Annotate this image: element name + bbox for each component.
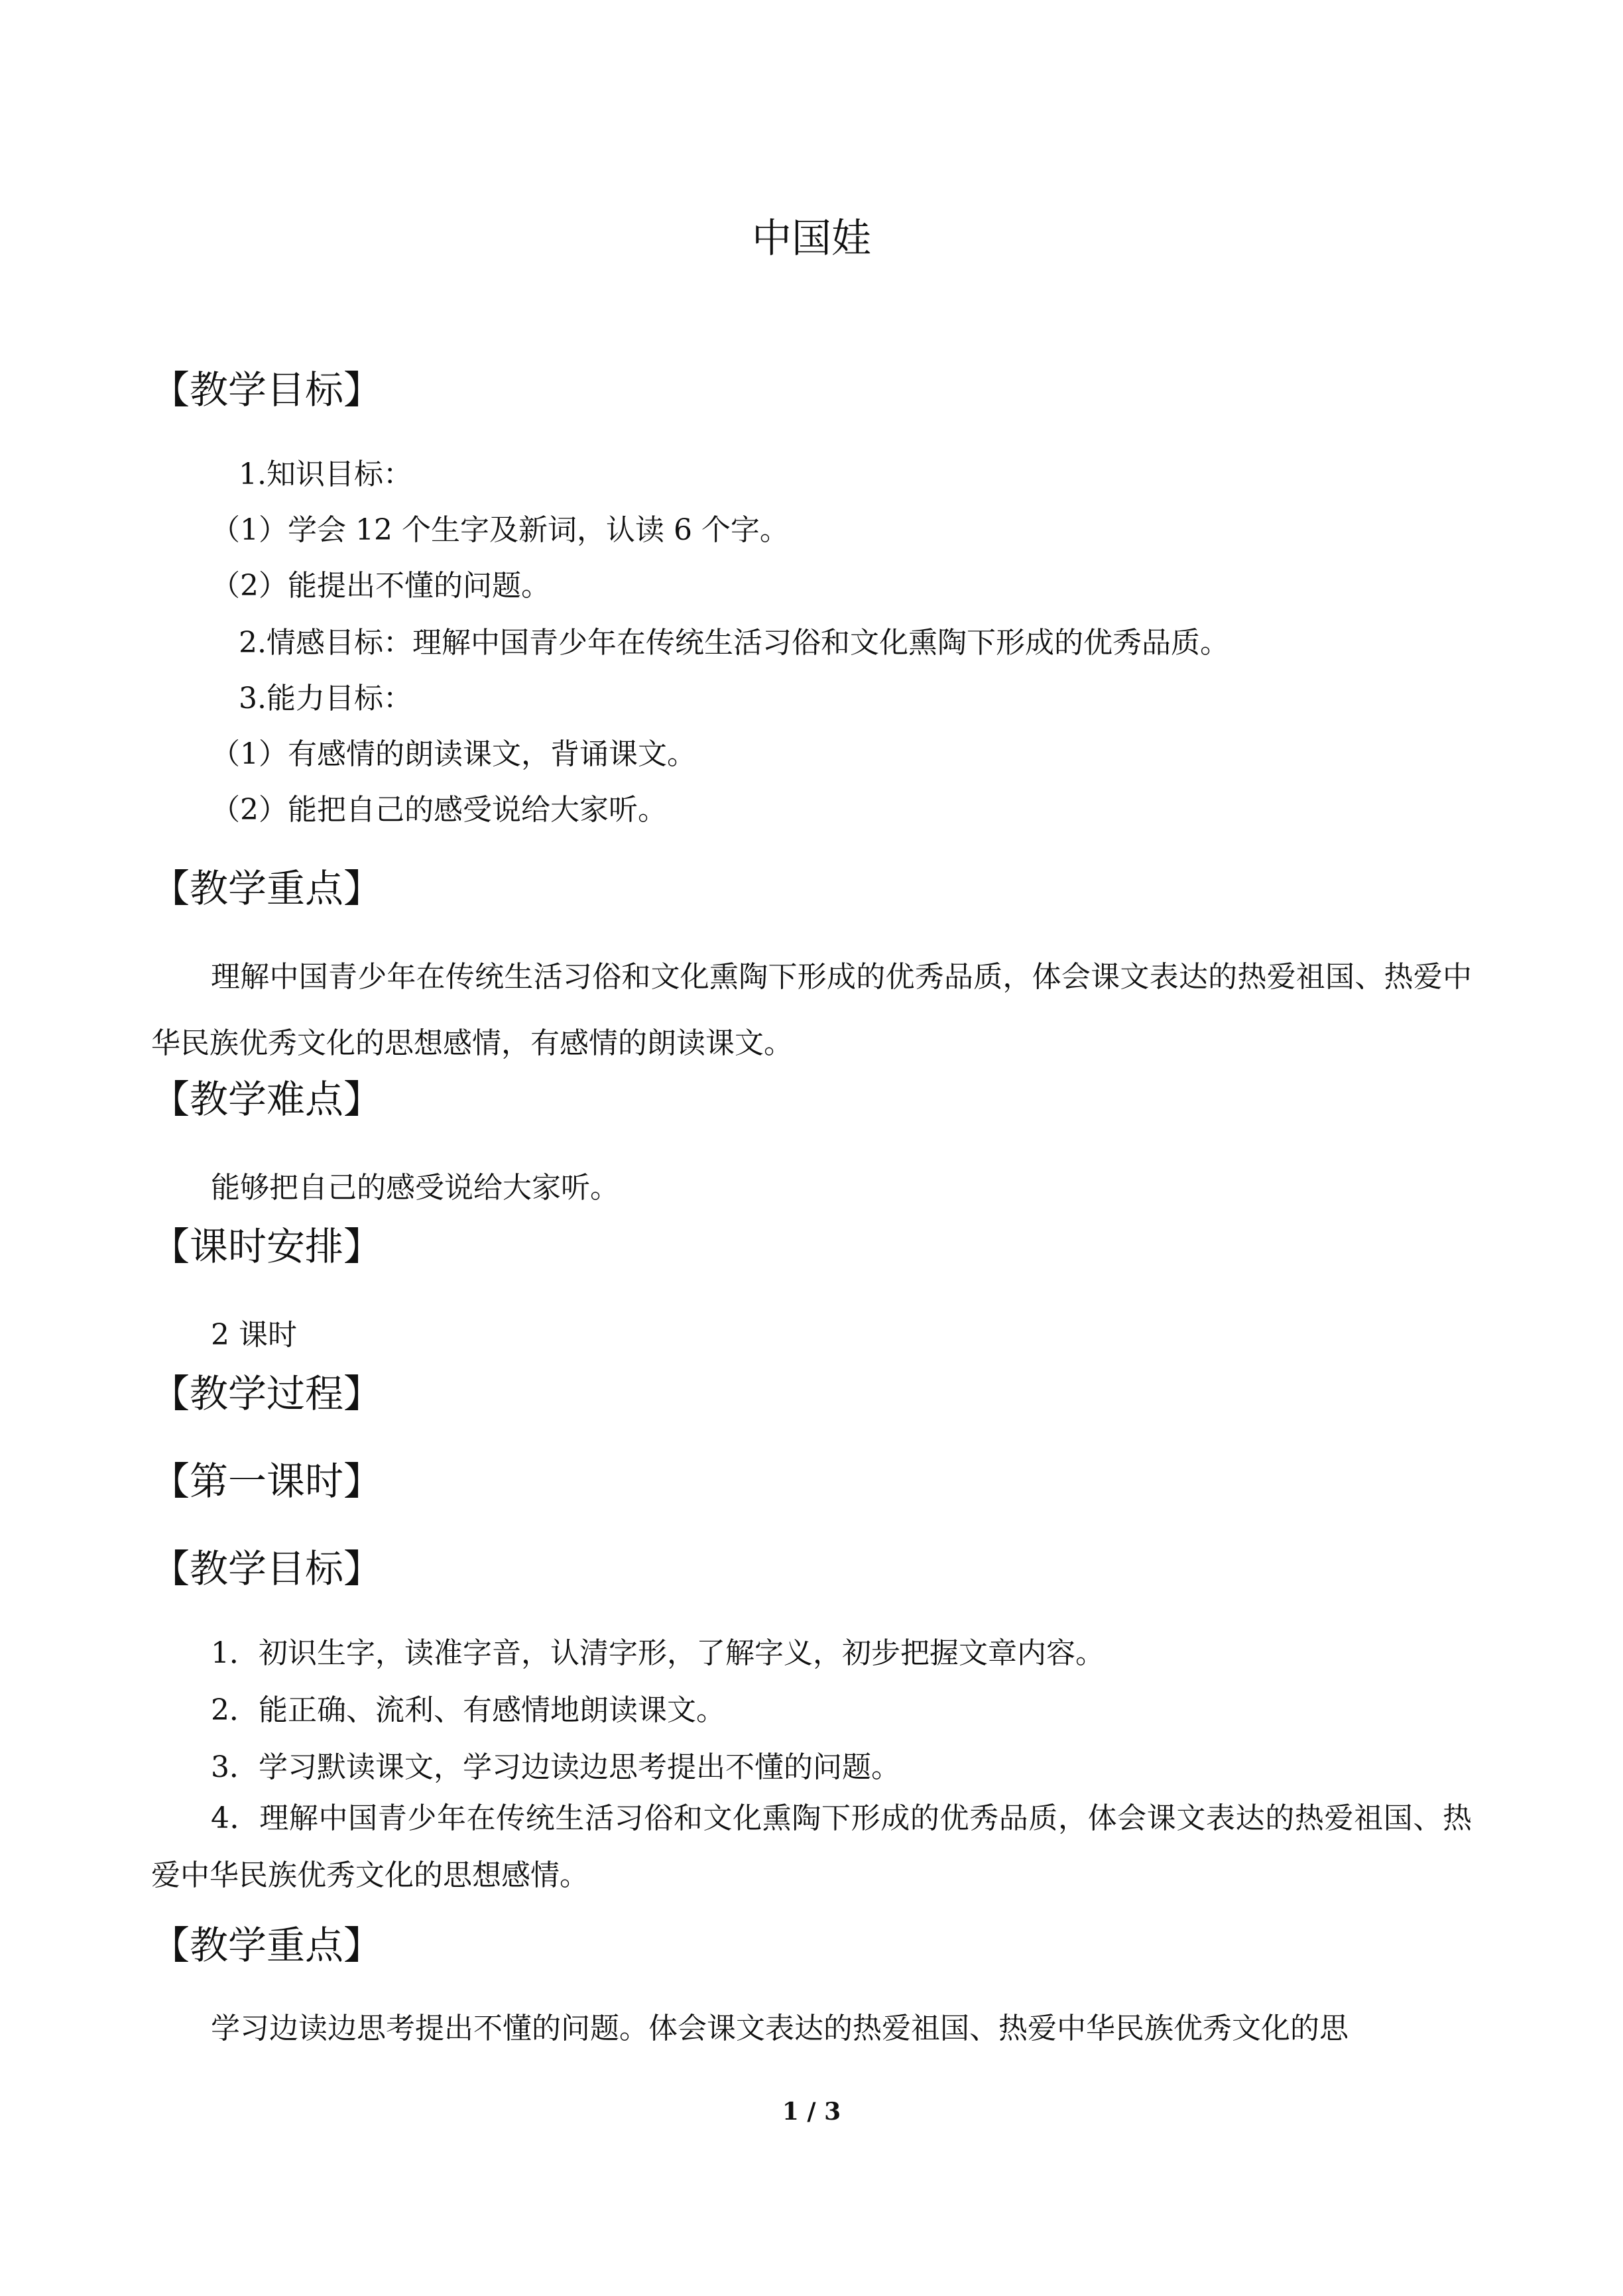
goal-item: （2）能提出不懂的问题。 (211, 569, 550, 603)
page-number: 1 / 3 (782, 2098, 841, 2126)
document-title: 中国娃 (752, 215, 871, 262)
section-heading-key-points: 【教学重点】 (151, 866, 383, 911)
section-heading-process: 【教学过程】 (151, 1371, 383, 1416)
goal-item: （2）能把自己的感受说给大家听。 (211, 793, 667, 827)
goal-item: （1）有感情的朗读课文，背诵课文。 (211, 737, 696, 771)
lesson1-goal-item: 4．理解中国青少年在传统生活习俗和文化熏陶下形成的优秀品质，体会课文表达的热爱祖国、热爱中华民族优秀文化的思想感情。 (151, 1801, 1472, 1892)
section-heading-lesson1-key: 【教学重点】 (151, 1923, 383, 1968)
goal-item: 3.能力目标： (239, 682, 412, 715)
section-heading-lesson1: 【第一课时】 (151, 1459, 383, 1504)
goal-item: 1.知识目标： (239, 457, 412, 491)
key-points-text: 理解中国青少年在传统生活习俗和文化熏陶下形成的优秀品质，体会课文表达的热爱祖国、热爱中华民族优秀文化的思想感情，有感情的朗读课文。 (151, 960, 1472, 1060)
lesson1-goal-item: 1．初识生字，读准字音，认清字形，了解字义，初步把握文章内容。 (211, 1636, 1105, 1670)
goal-item: 2.情感目标：理解中国青少年在传统生活习俗和文化熏陶下形成的优秀品质。 (239, 626, 1229, 660)
difficulty-text: 能够把自己的感受说给大家听。 (211, 1171, 619, 1205)
section-heading-difficulty: 【教学难点】 (151, 1077, 383, 1122)
section-heading-goals: 【教学目标】 (151, 367, 383, 412)
schedule-text: 2 课时 (211, 1318, 297, 1352)
section-heading-lesson1-goals: 【教学目标】 (151, 1546, 383, 1591)
lesson1-goal-item: 2．能正确、流利、有感情地朗读课文。 (211, 1693, 725, 1727)
lesson1-goal-item: 3．学习默读课文，学习边读边思考提出不懂的问题。 (211, 1750, 900, 1784)
section-heading-schedule: 【课时安排】 (151, 1224, 383, 1269)
lesson1-key-text: 学习边读边思考提出不懂的问题。体会课文表达的热爱祖国、热爱中华民族优秀文化的思 (211, 2012, 1349, 2045)
goal-item: （1）学会 12 个生字及新词，认读 6 个字。 (211, 513, 789, 547)
